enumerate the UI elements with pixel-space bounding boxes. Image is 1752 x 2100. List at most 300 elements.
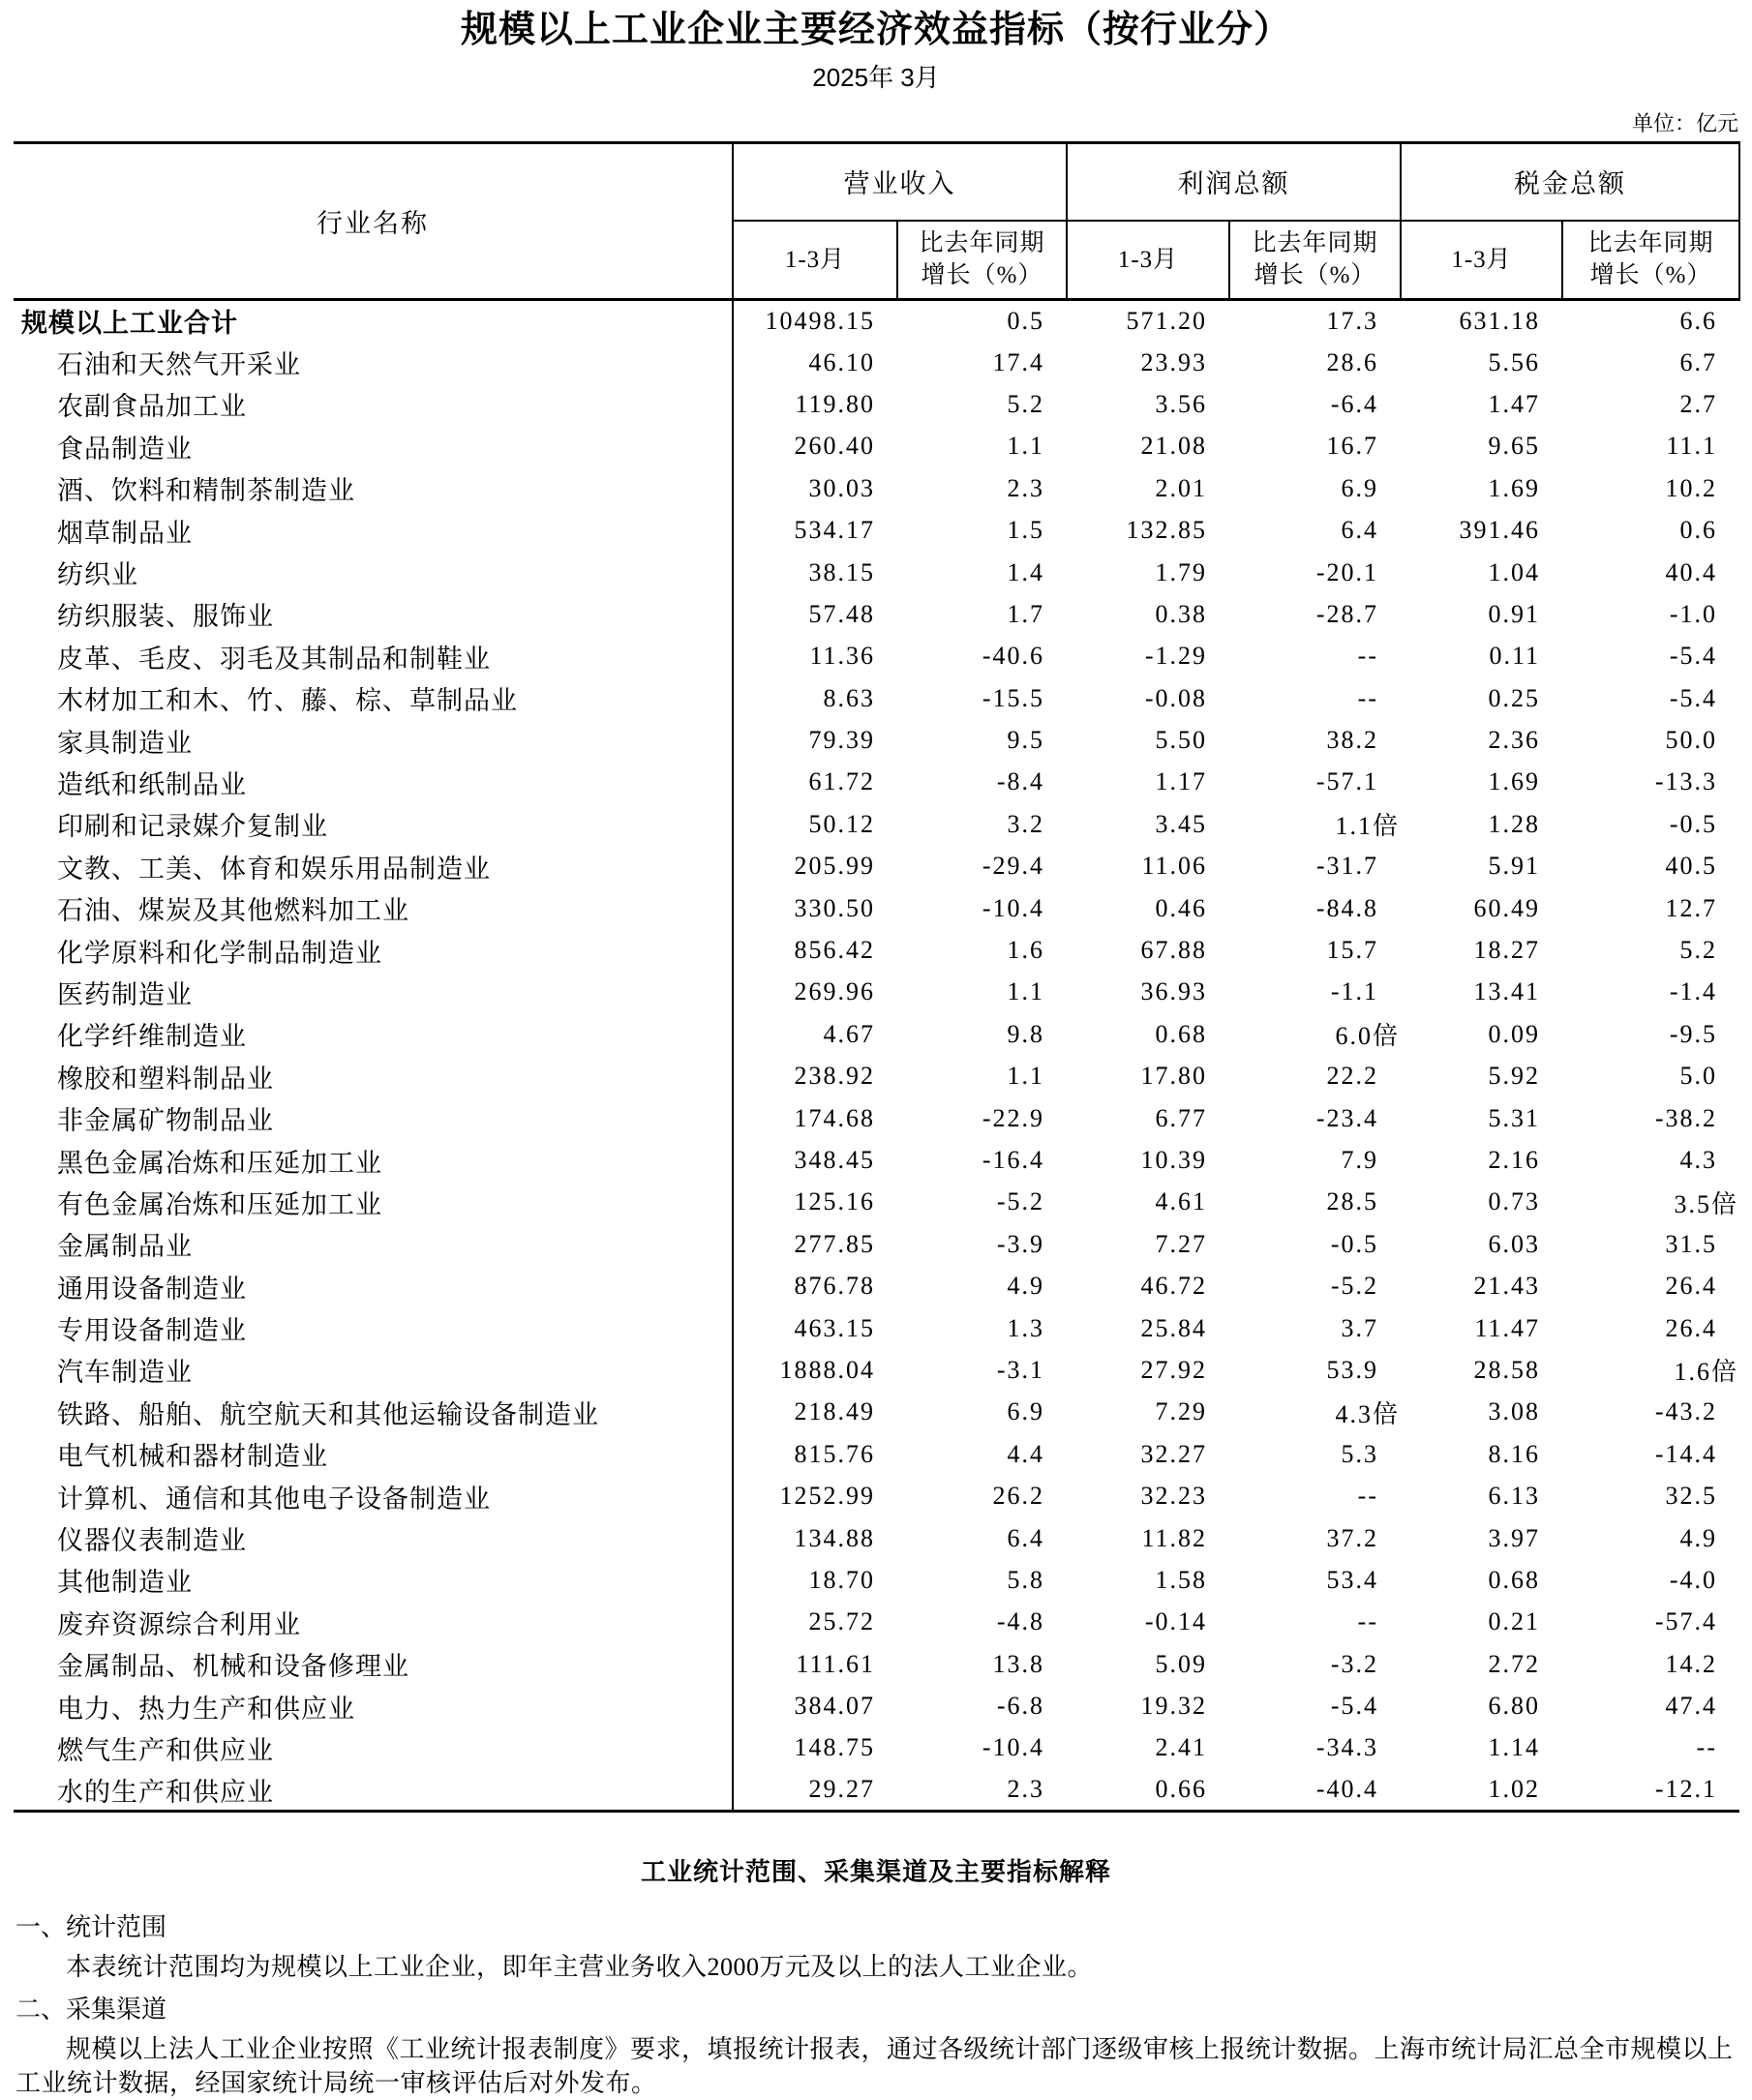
revenue-period-cell: 269.96 xyxy=(794,977,875,1006)
page-subtitle: 2025年 3月 xyxy=(812,63,940,92)
tax-growth-cell: -4.0 xyxy=(1669,1565,1717,1594)
revenue-growth-cell: 5.8 xyxy=(1007,1565,1044,1594)
profit-growth-cell: -34.3 xyxy=(1315,1733,1378,1762)
profit-period-cell: 571.20 xyxy=(1126,306,1207,335)
table-row xyxy=(14,762,1739,803)
revenue-growth-cell: 1.1 xyxy=(1007,977,1044,1006)
tax-period-cell: 0.09 xyxy=(1488,1019,1540,1048)
revenue-period-cell: 134.88 xyxy=(794,1523,875,1552)
profit-growth-cell: -- xyxy=(1357,1482,1378,1511)
revenue-growth-cell: 13.8 xyxy=(992,1649,1044,1678)
industry-name-cell: 食品制造业 xyxy=(14,426,733,467)
revenue-growth-cell: 1.6 xyxy=(1007,936,1044,965)
table-row xyxy=(14,1223,1739,1265)
tax-growth-cell: -1.4 xyxy=(1669,977,1717,1006)
tax-period-cell: 60.49 xyxy=(1473,893,1540,922)
revenue-period-cell: 348.45 xyxy=(794,1146,875,1174)
profit-growth-cell: 38.2 xyxy=(1326,726,1378,755)
industry-name-cell: 橡胶和塑料制品业 xyxy=(14,1056,733,1097)
profit-period-cell: 1.17 xyxy=(1155,767,1207,796)
industry-name-cell: 纺织服装、服饰业 xyxy=(14,593,733,635)
profit-period-cell: 4.61 xyxy=(1155,1187,1207,1216)
revenue-period-cell: 1252.99 xyxy=(779,1482,875,1511)
table-row xyxy=(14,1685,1739,1726)
profit-period-cell: 23.93 xyxy=(1140,347,1207,376)
industry-name-cell: 酒、饮料和精制茶制造业 xyxy=(14,467,733,509)
table-row xyxy=(14,467,1739,509)
revenue-growth-cell: 1.3 xyxy=(1007,1313,1044,1342)
tax-period-cell: 6.03 xyxy=(1488,1229,1540,1258)
col-header-revenue-growth xyxy=(897,221,1067,300)
table-row xyxy=(14,1602,1739,1643)
col-header-profit-growth xyxy=(1229,221,1401,300)
tax-period-cell: 8.16 xyxy=(1488,1439,1540,1468)
industry-name-cell: 规模以上工业合计 xyxy=(14,300,733,342)
tax-period-cell: 6.13 xyxy=(1488,1482,1540,1511)
revenue-period-cell: 205.99 xyxy=(794,852,875,881)
revenue-growth-cell: 3.2 xyxy=(1007,809,1044,838)
tax-growth-cell: 5.0 xyxy=(1679,1062,1717,1091)
col-header-revenue-period: 1-3月 xyxy=(733,221,897,300)
tax-period-cell: 5.56 xyxy=(1488,347,1540,376)
profit-growth-cell: -20.1 xyxy=(1315,557,1378,586)
industry-name-cell: 电气机械和器材制造业 xyxy=(14,1433,733,1475)
industry-name-cell: 黑色金属冶炼和压延加工业 xyxy=(14,1139,733,1181)
profit-period-cell: 67.88 xyxy=(1140,936,1207,965)
tax-period-cell: 9.65 xyxy=(1488,432,1540,461)
revenue-period-cell: 119.80 xyxy=(795,389,875,418)
profit-period-cell: 2.01 xyxy=(1155,473,1207,502)
revenue-growth-cell: 4.4 xyxy=(1007,1439,1044,1468)
profit-growth-cell: -40.4 xyxy=(1315,1775,1378,1804)
revenue-period-cell: 330.50 xyxy=(794,893,875,922)
growth-header-line1: 比去年同期 xyxy=(1587,230,1714,257)
table-header xyxy=(14,143,1739,300)
table-row xyxy=(14,1097,1739,1139)
tax-period-cell: 1.47 xyxy=(1488,389,1540,418)
revenue-growth-cell: 2.3 xyxy=(1007,473,1044,502)
tax-period-cell: 1.69 xyxy=(1488,767,1540,796)
profit-period-cell: 10.39 xyxy=(1140,1146,1207,1174)
note-item2-title: 二、采集渠道 xyxy=(15,1995,167,2025)
col-group-profit: 利润总额 xyxy=(1067,143,1401,221)
table-row xyxy=(14,846,1739,887)
profit-period-cell: 27.92 xyxy=(1140,1355,1207,1384)
table-row xyxy=(14,1182,1739,1223)
tax-growth-cell: 4.9 xyxy=(1679,1523,1717,1552)
table-row xyxy=(14,1475,1739,1516)
table-row xyxy=(14,1139,1739,1181)
tax-growth-cell: 6.6 xyxy=(1679,306,1717,335)
table-row xyxy=(14,677,1739,719)
revenue-growth-cell: 1.5 xyxy=(1007,516,1044,545)
table-row xyxy=(14,1265,1739,1306)
tax-period-cell: 0.25 xyxy=(1488,683,1540,712)
tax-period-cell: 13.41 xyxy=(1473,977,1540,1006)
profit-period-cell: 3.56 xyxy=(1155,389,1207,418)
note-item1-body: 本表统计范围均为规模以上工业企业，即年主营业务收入2000万元及以上的法人工业企业。 xyxy=(66,1953,1094,1982)
table-row xyxy=(14,803,1739,845)
document-page xyxy=(0,10,1752,2098)
table-row xyxy=(14,383,1739,425)
profit-period-cell: 2.41 xyxy=(1155,1733,1207,1762)
industry-name-cell: 石油、煤炭及其他燃料加工业 xyxy=(14,887,733,929)
industry-name-cell: 纺织业 xyxy=(14,552,733,593)
growth-header-line1: 比去年同期 xyxy=(1252,230,1378,257)
tax-growth-cell: 11.1 xyxy=(1666,432,1717,461)
table-row xyxy=(14,1056,1739,1097)
profit-period-cell: 32.23 xyxy=(1140,1482,1207,1511)
profit-period-cell: 7.29 xyxy=(1155,1397,1207,1426)
profit-growth-cell: -1.1 xyxy=(1330,977,1378,1006)
page-title: 规模以上工业企业主要经济效益指标（按行业分） xyxy=(460,10,1291,50)
revenue-period-cell: 61.72 xyxy=(808,767,875,796)
profit-period-cell: 17.80 xyxy=(1140,1062,1207,1091)
revenue-period-cell: 79.39 xyxy=(808,726,875,755)
revenue-growth-cell: -8.4 xyxy=(996,767,1044,796)
revenue-period-cell: 111.61 xyxy=(796,1649,875,1678)
tax-period-cell: 1.14 xyxy=(1488,1733,1540,1762)
industry-name-cell: 通用设备制造业 xyxy=(14,1265,733,1306)
revenue-period-cell: 174.68 xyxy=(794,1103,875,1132)
profit-growth-cell: -23.4 xyxy=(1315,1103,1378,1132)
profit-growth-cell: -6.4 xyxy=(1330,389,1378,418)
tax-period-cell: 1.04 xyxy=(1488,557,1540,586)
table-row xyxy=(14,1307,1739,1349)
profit-growth-cell: 28.5 xyxy=(1326,1187,1378,1216)
revenue-period-cell: 11.36 xyxy=(809,642,875,671)
table-row xyxy=(14,636,1739,677)
revenue-period-cell: 125.16 xyxy=(794,1187,875,1216)
industry-name-cell: 印刷和记录媒介复制业 xyxy=(14,803,733,845)
revenue-growth-cell: 1.1 xyxy=(1007,1062,1044,1091)
tax-period-cell: 0.68 xyxy=(1488,1565,1540,1594)
tax-period-cell: 391.46 xyxy=(1459,516,1540,545)
industry-name-cell: 专用设备制造业 xyxy=(14,1307,733,1349)
tax-period-cell: 1.02 xyxy=(1488,1775,1540,1804)
tax-period-cell: 21.43 xyxy=(1473,1272,1540,1301)
table-row xyxy=(14,1349,1739,1391)
tax-growth-cell: 47.4 xyxy=(1665,1692,1717,1721)
growth-header-line2: 增长（%） xyxy=(921,262,1043,289)
tax-growth-cell: 4.3 xyxy=(1679,1146,1717,1174)
profit-growth-cell: -3.2 xyxy=(1330,1649,1378,1678)
revenue-period-cell: 277.85 xyxy=(794,1229,875,1258)
profit-growth-cell: 53.4 xyxy=(1326,1565,1378,1594)
table-row xyxy=(14,426,1739,467)
industry-name-cell: 石油和天然气开采业 xyxy=(14,342,733,383)
revenue-growth-cell: 26.2 xyxy=(992,1482,1044,1511)
tax-growth-cell: -57.4 xyxy=(1654,1607,1717,1636)
revenue-period-cell: 815.76 xyxy=(794,1439,875,1468)
profit-period-cell: 1.79 xyxy=(1155,557,1207,586)
profit-growth-cell: -31.7 xyxy=(1315,852,1378,881)
notes-section xyxy=(0,1857,1752,2100)
tax-period-cell: 0.73 xyxy=(1488,1187,1540,1216)
industry-name-cell: 木材加工和木、竹、藤、棕、草制品业 xyxy=(14,677,733,719)
revenue-growth-cell: 9.8 xyxy=(1007,1019,1044,1048)
revenue-growth-cell: -4.8 xyxy=(996,1607,1044,1636)
revenue-growth-cell: 17.4 xyxy=(992,347,1044,376)
profit-period-cell: -0.14 xyxy=(1144,1607,1207,1636)
profit-growth-cell: 6.9 xyxy=(1341,473,1378,502)
tax-growth-cell: 26.4 xyxy=(1665,1313,1717,1342)
table-row xyxy=(14,552,1739,593)
profit-growth-cell: 3.7 xyxy=(1341,1313,1378,1342)
tax-growth-cell: 10.2 xyxy=(1665,473,1717,502)
tax-period-cell: 28.58 xyxy=(1473,1355,1540,1384)
tax-growth-cell: -5.4 xyxy=(1669,642,1717,671)
revenue-growth-cell: -15.5 xyxy=(982,683,1044,712)
table-row xyxy=(14,342,1739,383)
table-row xyxy=(14,1727,1739,1769)
tax-growth-cell: 0.6 xyxy=(1679,516,1717,545)
table-row xyxy=(14,1769,1739,1811)
tax-growth-cell: -0.5 xyxy=(1669,809,1717,838)
profit-growth-cell: 53.9 xyxy=(1326,1355,1378,1384)
revenue-period-cell: 50.12 xyxy=(808,809,875,838)
tax-growth-cell: -13.3 xyxy=(1654,767,1717,796)
industry-name-cell: 有色金属冶炼和压延加工业 xyxy=(14,1182,733,1223)
profit-growth-cell: -28.7 xyxy=(1315,599,1378,628)
notes-heading: 工业统计范围、采集渠道及主要指标解释 xyxy=(640,1857,1111,1887)
tax-growth-cell: -5.4 xyxy=(1669,683,1717,712)
revenue-growth-cell: 4.9 xyxy=(1007,1272,1044,1301)
revenue-growth-cell: 6.4 xyxy=(1007,1523,1044,1552)
revenue-growth-cell: 0.5 xyxy=(1007,306,1044,335)
tax-period-cell: 18.27 xyxy=(1473,936,1540,965)
profit-period-cell: 36.93 xyxy=(1140,977,1207,1006)
industry-name-cell: 电力、热力生产和供应业 xyxy=(14,1685,733,1726)
tax-growth-cell: 31.5 xyxy=(1665,1229,1717,1258)
revenue-growth-cell: -10.4 xyxy=(982,893,1044,922)
tax-growth-cell: 26.4 xyxy=(1665,1272,1717,1301)
profit-growth-cell: -- xyxy=(1357,642,1378,671)
tax-period-cell: 0.11 xyxy=(1489,642,1540,671)
industry-name-cell: 化学纤维制造业 xyxy=(14,1013,733,1055)
profit-growth-cell: -0.5 xyxy=(1330,1229,1378,1258)
profit-growth-cell: -- xyxy=(1357,683,1378,712)
revenue-growth-cell: -22.9 xyxy=(982,1103,1044,1132)
industry-name-cell: 废弃资源综合利用业 xyxy=(14,1602,733,1643)
growth-header-line2: 增长（%） xyxy=(1589,262,1712,289)
tax-growth-cell: -43.2 xyxy=(1654,1397,1717,1426)
tax-period-cell: 2.36 xyxy=(1488,726,1540,755)
profit-period-cell: 0.46 xyxy=(1155,893,1207,922)
tax-growth-cell: -1.0 xyxy=(1669,599,1717,628)
note-item2-body: 规模以上法人工业企业按照《工业统计报表制度》要求，填报统计报表，通过各级统计部门逐级审核上报统计数据。上海市统计局汇总全市规模以上工业统计数据，经国家统计局统一审核评估后对外发布。 xyxy=(15,2035,1734,2098)
industry-name-cell: 燃气生产和供应业 xyxy=(14,1727,733,1769)
profit-period-cell: 7.27 xyxy=(1155,1229,1207,1258)
tax-period-cell: 1.28 xyxy=(1488,809,1540,838)
profit-growth-cell: 28.6 xyxy=(1326,347,1378,376)
main-table xyxy=(14,141,1740,1813)
growth-header-line1: 比去年同期 xyxy=(919,230,1045,257)
profit-growth-cell: 5.3 xyxy=(1341,1439,1378,1468)
profit-period-cell: 32.27 xyxy=(1140,1439,1207,1468)
revenue-growth-cell: 9.5 xyxy=(1007,726,1044,755)
profit-period-cell: 19.32 xyxy=(1140,1692,1207,1721)
industry-name-cell: 仪器仪表制造业 xyxy=(14,1517,733,1559)
revenue-period-cell: 4.67 xyxy=(823,1019,875,1048)
tax-growth-cell: 14.2 xyxy=(1665,1649,1717,1678)
industry-name-cell: 造纸和纸制品业 xyxy=(14,762,733,803)
profit-period-cell: 11.06 xyxy=(1141,852,1207,881)
tax-growth-cell: -14.4 xyxy=(1654,1439,1717,1468)
col-header-tax-growth xyxy=(1562,221,1739,300)
industry-name-cell: 农副食品加工业 xyxy=(14,383,733,425)
profit-period-cell: -1.29 xyxy=(1144,642,1207,671)
col-header-industry: 行业名称 xyxy=(14,143,733,300)
industry-name-cell: 金属制品、机械和设备修理业 xyxy=(14,1643,733,1685)
revenue-period-cell: 25.72 xyxy=(808,1607,875,1636)
revenue-period-cell: 10498.15 xyxy=(765,306,875,335)
revenue-period-cell: 30.03 xyxy=(808,473,875,502)
tax-growth-cell: 5.2 xyxy=(1679,936,1717,965)
profit-growth-cell: -5.2 xyxy=(1330,1272,1378,1301)
profit-growth-cell: 7.9 xyxy=(1341,1146,1378,1174)
profit-period-cell: 132.85 xyxy=(1126,516,1207,545)
profit-growth-cell: 1.1倍 xyxy=(1335,812,1400,841)
table-row xyxy=(14,509,1739,551)
col-header-tax-period: 1-3月 xyxy=(1401,221,1562,300)
tax-growth-cell: 32.5 xyxy=(1665,1482,1717,1511)
header-group-row xyxy=(14,143,1739,221)
tax-growth-cell: 1.6倍 xyxy=(1674,1358,1738,1387)
profit-period-cell: 11.82 xyxy=(1141,1523,1207,1552)
revenue-growth-cell: -29.4 xyxy=(982,852,1044,881)
revenue-period-cell: 18.70 xyxy=(808,1565,875,1594)
industry-name-cell: 计算机、通信和其他电子设备制造业 xyxy=(14,1475,733,1516)
table-row xyxy=(14,1392,1739,1433)
revenue-period-cell: 534.17 xyxy=(794,516,875,545)
profit-period-cell: 0.68 xyxy=(1155,1019,1207,1048)
tax-period-cell: 6.80 xyxy=(1488,1692,1540,1721)
industry-name-cell: 家具制造业 xyxy=(14,719,733,761)
revenue-growth-cell: -6.8 xyxy=(996,1692,1044,1721)
tax-period-cell: 0.91 xyxy=(1488,599,1540,628)
revenue-period-cell: 148.75 xyxy=(794,1733,875,1762)
tax-growth-cell: -12.1 xyxy=(1654,1775,1717,1804)
tax-growth-cell: 12.7 xyxy=(1665,893,1717,922)
industry-name-cell: 铁路、船舶、航空航天和其他运输设备制造业 xyxy=(14,1392,733,1433)
table-row xyxy=(14,1643,1739,1685)
tax-growth-cell: -9.5 xyxy=(1669,1019,1717,1048)
revenue-growth-cell: -5.2 xyxy=(996,1187,1044,1216)
tax-growth-cell: 6.7 xyxy=(1679,347,1717,376)
industry-name-cell: 文教、工美、体育和娱乐用品制造业 xyxy=(14,846,733,887)
tax-growth-cell: 40.4 xyxy=(1665,557,1717,586)
profit-period-cell: 0.38 xyxy=(1155,599,1207,628)
revenue-growth-cell: 6.9 xyxy=(1007,1397,1044,1426)
profit-growth-cell: -57.1 xyxy=(1315,767,1378,796)
profit-growth-cell: 15.7 xyxy=(1326,936,1378,965)
col-header-profit-period: 1-3月 xyxy=(1067,221,1229,300)
revenue-growth-cell: -3.9 xyxy=(996,1229,1044,1258)
tax-growth-cell: 3.5倍 xyxy=(1674,1189,1738,1218)
profit-period-cell: 0.66 xyxy=(1155,1775,1207,1804)
table-row xyxy=(14,593,1739,635)
profit-growth-cell: 6.4 xyxy=(1341,516,1378,545)
tax-period-cell: 2.72 xyxy=(1488,1649,1540,1678)
tax-period-cell: 2.16 xyxy=(1488,1146,1540,1174)
revenue-period-cell: 8.63 xyxy=(823,683,875,712)
industry-name-cell: 皮革、毛皮、羽毛及其制品和制鞋业 xyxy=(14,636,733,677)
industry-name-cell: 医药制造业 xyxy=(14,972,733,1013)
tax-growth-cell: 50.0 xyxy=(1665,726,1717,755)
tax-period-cell: 11.47 xyxy=(1474,1313,1540,1342)
revenue-growth-cell: 1.1 xyxy=(1007,432,1044,461)
tax-growth-cell: -- xyxy=(1696,1733,1717,1762)
tax-growth-cell: 40.5 xyxy=(1665,852,1717,881)
profit-period-cell: 5.09 xyxy=(1155,1649,1207,1678)
col-group-tax: 税金总额 xyxy=(1401,143,1739,221)
profit-growth-cell: 22.2 xyxy=(1326,1062,1378,1091)
profit-growth-cell: 17.3 xyxy=(1326,306,1378,335)
growth-header-line2: 增长（%） xyxy=(1254,262,1376,289)
industry-name-cell: 其他制造业 xyxy=(14,1559,733,1601)
revenue-period-cell: 29.27 xyxy=(808,1775,875,1804)
tax-period-cell: 5.91 xyxy=(1488,852,1540,881)
profit-period-cell: 25.84 xyxy=(1140,1313,1207,1342)
profit-period-cell: 6.77 xyxy=(1155,1103,1207,1132)
industry-name-cell: 烟草制品业 xyxy=(14,509,733,551)
tax-period-cell: 5.31 xyxy=(1488,1103,1540,1132)
table-row xyxy=(14,300,1739,342)
revenue-period-cell: 876.78 xyxy=(794,1272,875,1301)
table-row xyxy=(14,719,1739,761)
unit-label: 单位：亿元 xyxy=(1631,111,1738,135)
revenue-growth-cell: -10.4 xyxy=(982,1733,1044,1762)
tax-period-cell: 3.97 xyxy=(1488,1523,1540,1552)
tax-period-cell: 3.08 xyxy=(1488,1397,1540,1426)
table-row xyxy=(14,972,1739,1013)
note-item1-title: 一、统计范围 xyxy=(15,1913,167,1942)
tax-period-cell: 5.92 xyxy=(1488,1062,1540,1091)
profit-growth-cell: -- xyxy=(1357,1607,1378,1636)
revenue-growth-cell: 1.4 xyxy=(1007,557,1044,586)
table-row xyxy=(14,1517,1739,1559)
revenue-period-cell: 46.10 xyxy=(808,347,875,376)
revenue-period-cell: 1888.04 xyxy=(779,1355,875,1384)
profit-growth-cell: 16.7 xyxy=(1326,432,1378,461)
revenue-growth-cell: 2.3 xyxy=(1007,1775,1044,1804)
tax-period-cell: 631.18 xyxy=(1459,306,1540,335)
revenue-period-cell: 384.07 xyxy=(794,1692,875,1721)
profit-growth-cell: -5.4 xyxy=(1330,1692,1378,1721)
profit-growth-cell: 37.2 xyxy=(1326,1523,1378,1552)
revenue-period-cell: 260.40 xyxy=(794,432,875,461)
profit-period-cell: 21.08 xyxy=(1140,432,1207,461)
profit-growth-cell: 4.3倍 xyxy=(1335,1399,1400,1428)
table-body xyxy=(14,300,1739,1812)
col-group-revenue: 营业收入 xyxy=(733,143,1067,221)
revenue-period-cell: 57.48 xyxy=(808,599,875,628)
tax-growth-cell: -38.2 xyxy=(1654,1103,1717,1132)
industry-name-cell: 水的生产和供应业 xyxy=(14,1769,733,1811)
profit-growth-cell: -84.8 xyxy=(1315,893,1378,922)
revenue-period-cell: 856.42 xyxy=(794,936,875,965)
table-row xyxy=(14,1013,1739,1055)
table-row xyxy=(14,887,1739,929)
profit-period-cell: 1.58 xyxy=(1155,1565,1207,1594)
revenue-growth-cell: -16.4 xyxy=(982,1146,1044,1174)
profit-growth-cell: 6.0倍 xyxy=(1335,1022,1400,1051)
revenue-growth-cell: 1.7 xyxy=(1007,599,1044,628)
industry-name-cell: 非金属矿物制品业 xyxy=(14,1097,733,1139)
revenue-period-cell: 238.92 xyxy=(794,1062,875,1091)
revenue-period-cell: 463.15 xyxy=(794,1313,875,1342)
